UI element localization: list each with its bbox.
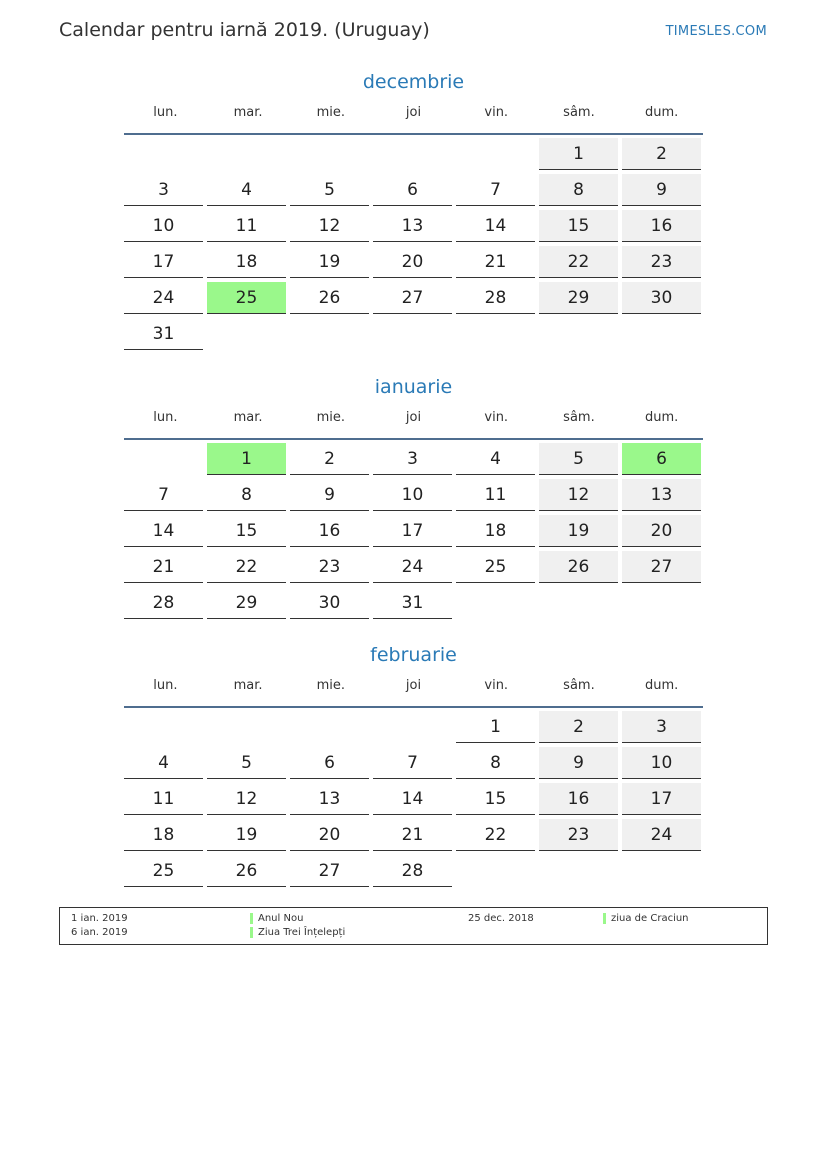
day-cell: 21: [456, 246, 535, 278]
week-row: [124, 783, 703, 819]
weekday-label: joi: [405, 410, 422, 425]
week-row: [124, 210, 703, 246]
legend-name: ziua de Craciun: [611, 913, 689, 924]
day-cell: 2: [290, 443, 369, 475]
weekday-label: mie.: [316, 410, 345, 425]
weekday-label: mie.: [316, 105, 345, 120]
weekday-header: [124, 676, 703, 704]
day-cell: 19: [539, 515, 618, 547]
day-cell: 3: [622, 711, 701, 743]
weekday-label: mar.: [233, 105, 263, 120]
day-cell: 6: [373, 174, 452, 206]
day-cell: 23: [290, 551, 369, 583]
day-cell: 15: [539, 210, 618, 242]
day-cell: 14: [456, 210, 535, 242]
day-cell: 16: [622, 210, 701, 242]
empty-cell: [539, 318, 618, 350]
week-row: [124, 443, 703, 479]
week-row: [124, 479, 703, 515]
legend-name: Anul Nou: [258, 913, 304, 924]
week-row: [124, 515, 703, 551]
legend-color-marker: [603, 913, 606, 924]
weekday-label: vin.: [484, 105, 509, 120]
day-cell: 10: [124, 210, 203, 242]
empty-cell: [290, 138, 369, 170]
day-cell: 13: [290, 783, 369, 815]
week-row: [124, 138, 703, 174]
day-cell: 17: [373, 515, 452, 547]
day-cell: 1: [207, 443, 286, 475]
weekday-label: joi: [405, 105, 422, 120]
day-cell: 21: [124, 551, 203, 583]
day-cell: 26: [290, 282, 369, 314]
day-cell: 15: [456, 783, 535, 815]
weekday-label: sâm.: [563, 410, 595, 425]
day-cell: 5: [290, 174, 369, 206]
weekday-label: joi: [405, 678, 422, 693]
day-cell: 8: [456, 747, 535, 779]
weekday-label: mie.: [316, 678, 345, 693]
holiday-legend: [59, 907, 768, 945]
day-cell: 2: [622, 138, 701, 170]
weekday-header: [124, 103, 703, 131]
empty-cell: [539, 587, 618, 619]
empty-cell: [124, 138, 203, 170]
day-cell: 3: [124, 174, 203, 206]
empty-cell: [124, 711, 203, 743]
day-cell: 28: [456, 282, 535, 314]
day-cell: 31: [124, 318, 203, 350]
day-cell: 14: [124, 515, 203, 547]
legend-color-marker: [250, 913, 253, 924]
day-cell: 20: [290, 819, 369, 851]
week-row: [124, 711, 703, 747]
header-divider: [124, 438, 703, 440]
empty-cell: [207, 318, 286, 350]
day-cell: 19: [207, 819, 286, 851]
day-cell: 4: [456, 443, 535, 475]
day-cell: 13: [622, 479, 701, 511]
month-title: ianuarie: [374, 376, 453, 398]
empty-cell: [456, 855, 535, 887]
week-row: [124, 551, 703, 587]
weekday-label: mar.: [233, 410, 263, 425]
day-cell: 9: [539, 747, 618, 779]
day-cell: 24: [622, 819, 701, 851]
day-cell: 7: [456, 174, 535, 206]
empty-cell: [373, 711, 452, 743]
week-row: [124, 174, 703, 210]
day-cell: 12: [539, 479, 618, 511]
day-cell: 8: [539, 174, 618, 206]
day-cell: 24: [373, 551, 452, 583]
day-cell: 22: [456, 819, 535, 851]
day-cell: 27: [373, 282, 452, 314]
day-cell: 17: [622, 783, 701, 815]
day-cell: 18: [456, 515, 535, 547]
weekday-label: vin.: [484, 678, 509, 693]
day-cell: 6: [290, 747, 369, 779]
day-cell: 26: [207, 855, 286, 887]
day-cell: 25: [207, 282, 286, 314]
day-cell: 16: [290, 515, 369, 547]
day-cell: 22: [539, 246, 618, 278]
header-divider: [124, 133, 703, 135]
empty-cell: [456, 318, 535, 350]
empty-cell: [373, 318, 452, 350]
empty-cell: [124, 443, 203, 475]
legend-date: 6 ian. 2019: [71, 927, 128, 938]
day-cell: 10: [373, 479, 452, 511]
day-cell: 18: [124, 819, 203, 851]
weekday-label: lun.: [153, 678, 178, 693]
day-cell: 1: [539, 138, 618, 170]
month-block: [124, 68, 703, 354]
day-cell: 19: [290, 246, 369, 278]
day-cell: 17: [124, 246, 203, 278]
day-cell: 12: [207, 783, 286, 815]
day-cell: 13: [373, 210, 452, 242]
day-cell: 7: [124, 479, 203, 511]
day-cell: 18: [207, 246, 286, 278]
day-cell: 25: [124, 855, 203, 887]
empty-cell: [456, 587, 535, 619]
legend-date: 25 dec. 2018: [468, 913, 534, 924]
empty-cell: [539, 855, 618, 887]
day-cell: 9: [290, 479, 369, 511]
day-cell: 25: [456, 551, 535, 583]
day-cell: 28: [124, 587, 203, 619]
day-cell: 29: [539, 282, 618, 314]
week-row: [124, 747, 703, 783]
weekday-label: dum.: [645, 105, 679, 120]
day-cell: 7: [373, 747, 452, 779]
day-cell: 31: [373, 587, 452, 619]
weekday-label: lun.: [153, 105, 178, 120]
empty-cell: [290, 318, 369, 350]
day-cell: 23: [622, 246, 701, 278]
day-cell: 26: [539, 551, 618, 583]
day-cell: 5: [207, 747, 286, 779]
month-title: februarie: [370, 644, 457, 666]
month-block: [124, 641, 703, 891]
day-cell: 1: [456, 711, 535, 743]
day-cell: 23: [539, 819, 618, 851]
day-cell: 2: [539, 711, 618, 743]
weekday-label: dum.: [645, 410, 679, 425]
day-cell: 11: [207, 210, 286, 242]
day-cell: 15: [207, 515, 286, 547]
legend-name: Ziua Trei Înțelepți: [258, 927, 346, 938]
week-row: [124, 282, 703, 318]
day-cell: 20: [373, 246, 452, 278]
empty-cell: [622, 318, 701, 350]
day-cell: 24: [124, 282, 203, 314]
day-cell: 27: [622, 551, 701, 583]
day-cell: 30: [290, 587, 369, 619]
day-cell: 27: [290, 855, 369, 887]
weekday-label: lun.: [153, 410, 178, 425]
week-row: [124, 587, 703, 623]
week-row: [124, 246, 703, 282]
legend-date: 1 ian. 2019: [71, 913, 128, 924]
legend-color-marker: [250, 927, 253, 938]
weekday-label: dum.: [645, 678, 679, 693]
day-cell: 14: [373, 783, 452, 815]
month-title: decembrie: [362, 71, 465, 93]
day-cell: 3: [373, 443, 452, 475]
day-cell: 8: [207, 479, 286, 511]
day-cell: 20: [622, 515, 701, 547]
empty-cell: [622, 855, 701, 887]
day-cell: 16: [539, 783, 618, 815]
header-divider: [124, 706, 703, 708]
day-cell: 4: [207, 174, 286, 206]
weekday-label: mar.: [233, 678, 263, 693]
weekday-label: sâm.: [563, 678, 595, 693]
empty-cell: [373, 138, 452, 170]
week-row: [124, 855, 703, 891]
empty-cell: [290, 711, 369, 743]
day-cell: 21: [373, 819, 452, 851]
empty-cell: [207, 711, 286, 743]
day-cell: 29: [207, 587, 286, 619]
empty-cell: [622, 587, 701, 619]
day-cell: 4: [124, 747, 203, 779]
weekday-header: [124, 408, 703, 436]
empty-cell: [456, 138, 535, 170]
site-link[interactable]: TIMESLES.COM: [665, 24, 767, 39]
day-cell: 30: [622, 282, 701, 314]
day-cell: 10: [622, 747, 701, 779]
day-cell: 22: [207, 551, 286, 583]
empty-cell: [207, 138, 286, 170]
month-block: [124, 373, 703, 623]
week-row: [124, 819, 703, 855]
day-cell: 12: [290, 210, 369, 242]
page-title: Calendar pentru iarnă 2019. (Uruguay): [59, 19, 430, 41]
weekday-label: vin.: [484, 410, 509, 425]
day-cell: 11: [456, 479, 535, 511]
week-row: [124, 318, 703, 354]
day-cell: 6: [622, 443, 701, 475]
day-cell: 5: [539, 443, 618, 475]
day-cell: 28: [373, 855, 452, 887]
day-cell: 11: [124, 783, 203, 815]
day-cell: 9: [622, 174, 701, 206]
weekday-label: sâm.: [563, 105, 595, 120]
